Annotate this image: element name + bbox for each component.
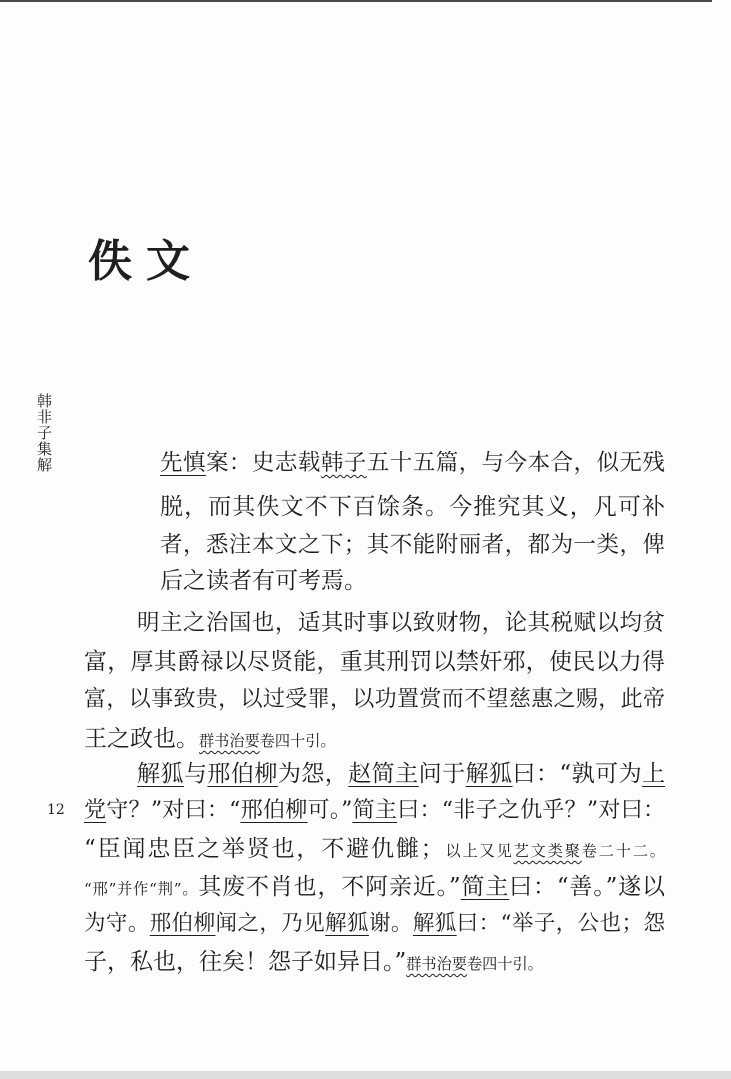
proper-noun-mark: 邢伯柳 bbox=[149, 911, 216, 936]
text-segment: 五十五篇，与今本合，似无残 bbox=[366, 450, 665, 476]
section-title: 佚文 bbox=[88, 236, 204, 287]
text-line bbox=[84, 868, 665, 908]
proper-noun-mark: 上 bbox=[642, 761, 666, 787]
text-segment: 闻之，乃见 bbox=[215, 911, 326, 936]
text-line bbox=[84, 681, 665, 719]
text-line bbox=[160, 562, 665, 600]
book-title-mark: 艺文类聚 bbox=[513, 842, 582, 860]
text-segment: 明主之治国也，适其时事以致财物，论其税赋以均贫 bbox=[137, 610, 665, 636]
annotation-text: “邢”并作“荆”。 bbox=[84, 880, 199, 898]
text-line bbox=[160, 526, 665, 564]
annotation-text: 卷四十引。 bbox=[259, 732, 336, 750]
text-segment: 曰：“善。”遂以 bbox=[509, 874, 665, 900]
book-title-mark: 群书治要 bbox=[199, 732, 260, 750]
proper-noun-mark: 邢伯柳 bbox=[207, 761, 278, 787]
text-line bbox=[137, 604, 665, 642]
annotation-text: 卷四十引。 bbox=[466, 955, 543, 973]
text-segment: 曰：“孰可为 bbox=[512, 761, 643, 787]
text-segment: 富，厚其爵禄以尽贤能，重其刑罚以禁奸邪，使民以力得 bbox=[84, 649, 665, 675]
text-segment: 问于 bbox=[418, 761, 466, 787]
text-segment: 为怨， bbox=[277, 761, 349, 787]
proper-noun-mark: 解狐 bbox=[412, 911, 457, 936]
text-line bbox=[160, 488, 665, 526]
annotation-text: 以上又见 bbox=[443, 842, 514, 860]
text-segment: 富，以事致贵，以过受罪，以功置赏而不望慈惠之赐，此帝 bbox=[84, 687, 665, 712]
text-segment: 曰：“非子之仇乎？”对曰： bbox=[397, 798, 665, 823]
proper-noun-mark: 赵简主 bbox=[348, 761, 419, 787]
annotation-text: 卷二十二。 bbox=[581, 842, 666, 860]
proper-noun-mark: 解狐 bbox=[465, 761, 513, 787]
text-line bbox=[84, 792, 665, 830]
proper-noun-mark: 邢伯柳 bbox=[240, 798, 308, 823]
page-number: 12 bbox=[47, 802, 65, 818]
proper-noun-mark: 简主 bbox=[460, 874, 510, 900]
text-line bbox=[84, 830, 665, 870]
text-line bbox=[84, 720, 665, 760]
text-segment: 王之政也。 bbox=[84, 726, 199, 752]
text-segment: 其废不肖也，不阿亲近。” bbox=[198, 874, 461, 900]
proper-noun-mark: 简主 bbox=[352, 798, 398, 823]
text-segment: 者，悉注本文之下；其不能附丽者，都为一类，俾 bbox=[160, 532, 665, 558]
text-segment: 守？”对曰：“ bbox=[106, 798, 241, 823]
text-line bbox=[84, 905, 665, 943]
scan-top-edge bbox=[0, 0, 712, 2]
text-segment: “臣闻忠臣之举贤也，不避仇雠； bbox=[84, 836, 444, 862]
text-segment: 脱，而其佚文不下百馀条。今推究其义，凡可补 bbox=[160, 494, 665, 520]
proper-noun-mark: 解狐 bbox=[325, 911, 369, 936]
running-title: 韩非子集解 bbox=[35, 393, 53, 473]
text-segment: 可。” bbox=[307, 798, 353, 823]
proper-noun-mark: 党 bbox=[84, 798, 107, 823]
text-line bbox=[160, 444, 665, 482]
text-line bbox=[84, 943, 665, 983]
text-segment: 为守。 bbox=[84, 911, 150, 936]
book-title-mark: 群书治要 bbox=[406, 955, 467, 973]
text-segment: 子，私也，往矣！怨子如异日。” bbox=[84, 949, 407, 975]
text-line bbox=[84, 643, 665, 681]
text-segment: 与 bbox=[183, 761, 208, 787]
proper-noun-mark: 先慎 bbox=[160, 450, 206, 476]
text-segment: 曰：“举子，公也；怨 bbox=[456, 911, 665, 936]
proper-noun-mark: 解狐 bbox=[137, 761, 184, 787]
text-segment: 后之读者有可考焉。 bbox=[160, 568, 367, 594]
book-title-mark: 韩子 bbox=[320, 450, 367, 476]
text-line bbox=[137, 755, 665, 793]
text-segment: 谢。 bbox=[368, 911, 413, 936]
text-segment: 案：史志载 bbox=[205, 450, 321, 476]
scan-bottom-edge bbox=[0, 1071, 731, 1079]
